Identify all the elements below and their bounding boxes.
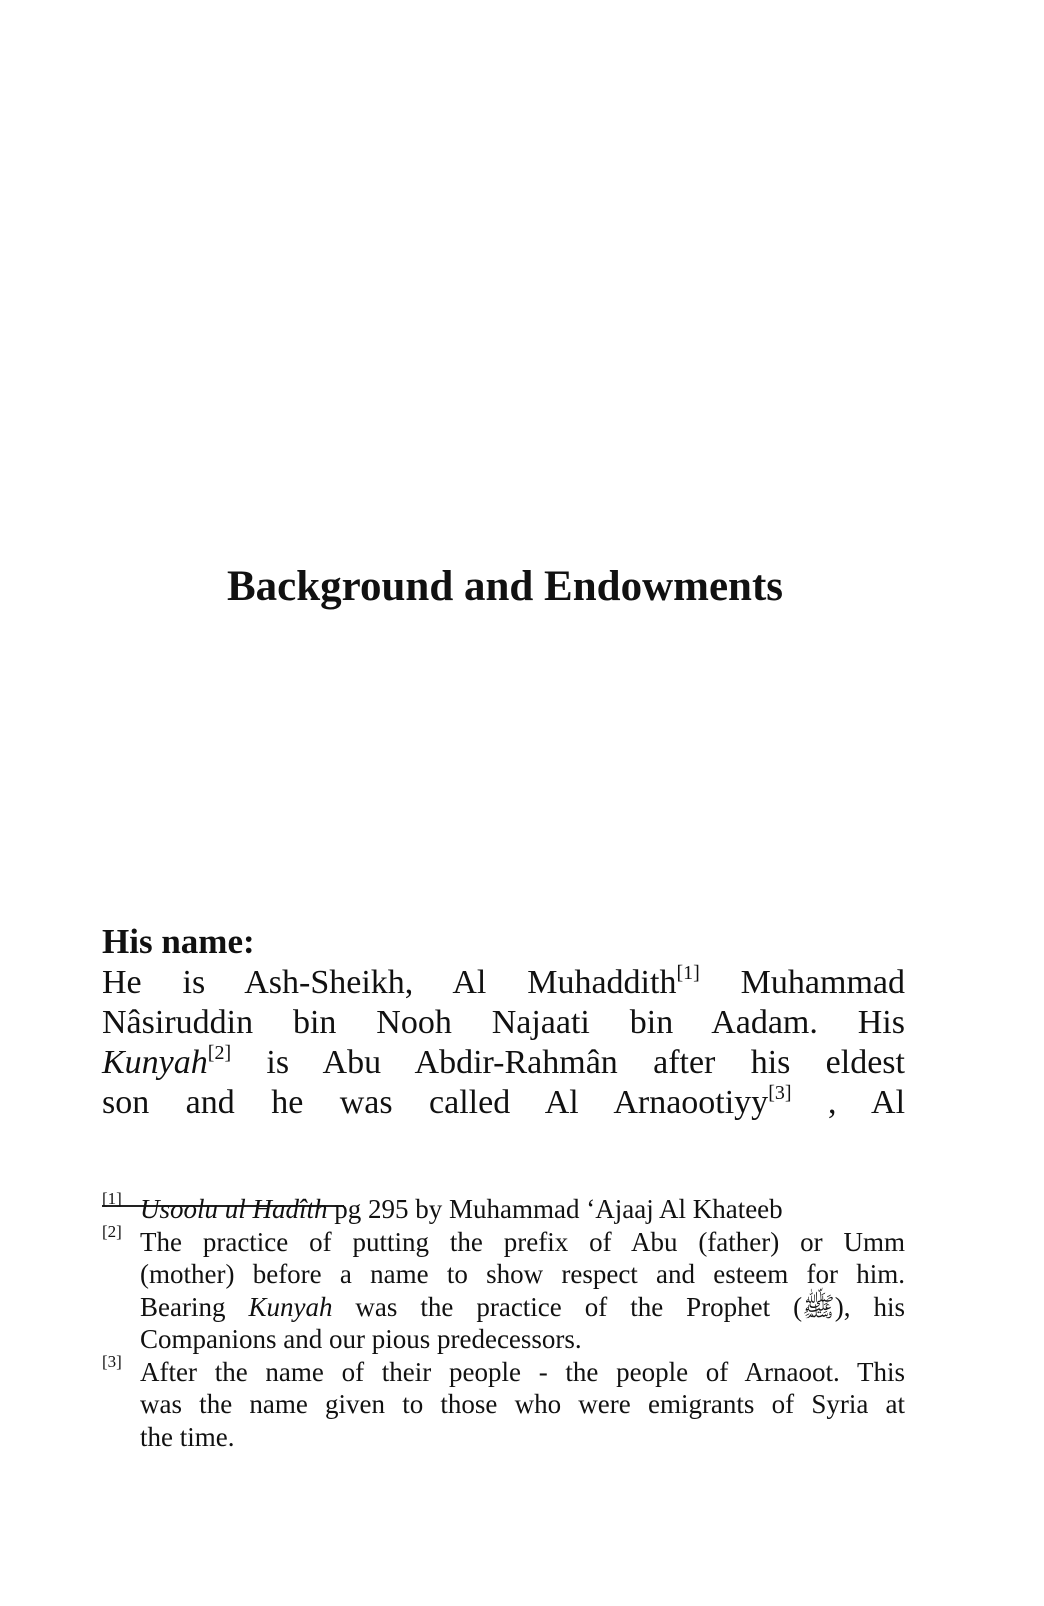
footnote-marker: [2]	[102, 1221, 122, 1241]
footnote	[102, 1189, 905, 1226]
text-run: The practice of putting the prefix of Abu (father) or Umm	[140, 1226, 905, 1257]
text-run: (mother) before a name to show respect and esteem for him.	[140, 1259, 905, 1289]
footnotes	[102, 1189, 905, 1453]
text-run: He is Ash-Sheikh, Al Muhaddith	[102, 964, 677, 1001]
footnote-line	[140, 1258, 905, 1291]
text-run: After the name of their people - the people of Arnaoot. This	[140, 1356, 905, 1387]
text-run: was the name given to those who were emigrants of Syria at	[140, 1389, 905, 1419]
body-line	[102, 1083, 905, 1123]
text-run: is Abu Abdir-Rahmân after his eldest	[231, 1044, 905, 1081]
body-line	[102, 1003, 905, 1043]
footnote-marker: [1]	[102, 1189, 122, 1208]
footnote-line	[140, 1356, 905, 1389]
text-run: Bearing	[140, 1291, 249, 1322]
footnote	[102, 1221, 905, 1356]
footnote-line	[140, 1226, 905, 1259]
footnote-reference: [3]	[768, 1082, 792, 1104]
section-heading: His name:	[102, 922, 255, 961]
chapter-title: Background and Endowments	[227, 563, 783, 610]
text-run: Nâsiruddin bin Nooh Najaati bin Aadam. His	[102, 1004, 905, 1041]
footnote	[102, 1351, 905, 1454]
text-run: was the practice of the Prophet (ﷺ), his	[332, 1291, 905, 1322]
text-run: pg 295 by Muhammad ‘Ajaaj Al Khateeb	[327, 1194, 783, 1224]
footnote-marker: [3]	[102, 1351, 122, 1371]
footnote-line	[140, 1388, 905, 1421]
footnote-line	[140, 1421, 905, 1454]
text-run: Muhammad	[699, 964, 905, 1001]
text-run: Companions and our pious predecessors.	[140, 1324, 582, 1354]
footnote-reference: [1]	[676, 962, 700, 984]
text-run: son and he was called Al Arnaootiyy	[102, 1084, 769, 1121]
footnote-line	[140, 1193, 905, 1226]
text-run: , Al	[791, 1084, 906, 1121]
text-run: the time.	[140, 1421, 235, 1452]
body-line	[102, 963, 905, 1003]
italic-term: Kunyah	[102, 1044, 208, 1081]
italic-term: Usoolu ul Hadîth	[140, 1194, 328, 1224]
footnote-line	[140, 1291, 905, 1324]
body-line	[102, 1043, 905, 1083]
footnote-line	[140, 1323, 905, 1356]
body-paragraph	[102, 963, 905, 1123]
footnote-reference: [2]	[207, 1042, 232, 1064]
italic-term: Kunyah	[248, 1291, 333, 1322]
